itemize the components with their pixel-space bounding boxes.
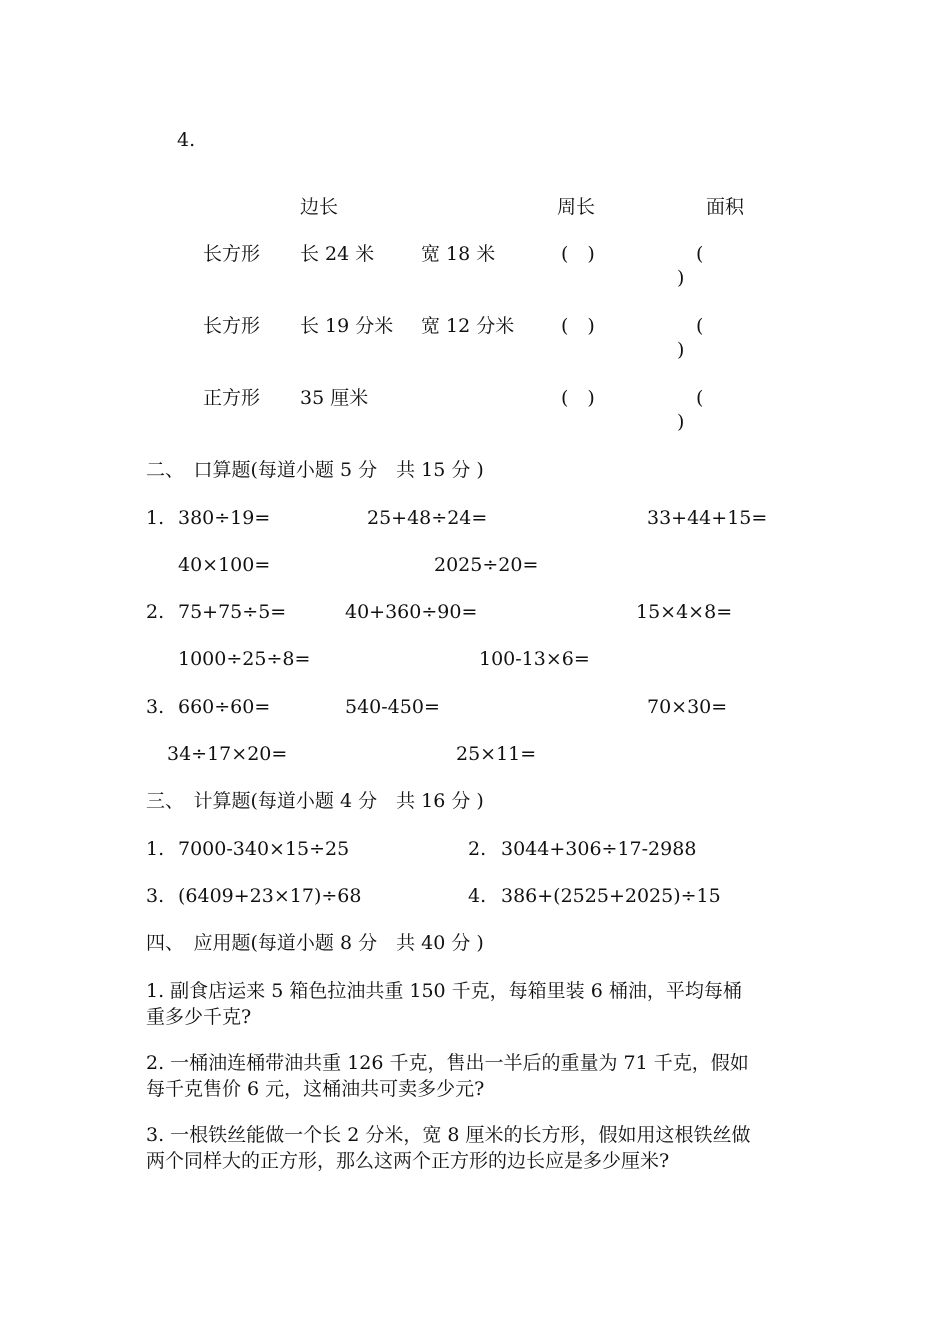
row-side: 35 厘米 [300, 387, 369, 409]
row-shape: 长方形 [203, 315, 261, 337]
area-blank-close: ) [677, 411, 685, 433]
perimeter-blank: ( ) [561, 387, 595, 409]
item-number: 3. [146, 696, 165, 718]
row-shape: 长方形 [203, 243, 261, 265]
expression: 33+44+15= [647, 507, 768, 529]
section-title-word-problems: 四、 应用题(每道小题 8 分 共 40 分 ) [146, 932, 484, 954]
expression: 7000-340×15÷25 [178, 838, 350, 860]
expression: 380÷19= [178, 507, 271, 529]
row-length: 长 19 分米 [300, 315, 394, 337]
header-area: 面积 [706, 196, 745, 218]
item-number: 2. [146, 601, 165, 623]
header-perimeter: 周长 [557, 196, 596, 218]
expression: 40+360÷90= [345, 601, 478, 623]
word-problem: 1. 副食店运来 5 箱色拉油共重 150 千克，每箱里装 6 桶油，平均每桶重多少千克? [146, 980, 742, 1028]
row-width: 宽 12 分米 [421, 315, 515, 337]
row-length: 长 24 米 [300, 243, 375, 265]
expression: 25+48÷24= [367, 507, 488, 529]
item-number: 1. [146, 507, 165, 529]
expression: 2025÷20= [434, 554, 539, 576]
area-blank-open: ( [696, 387, 704, 409]
section-title-calculation: 三、 计算题(每道小题 4 分 共 16 分 ) [146, 790, 484, 812]
expression: 70×30= [647, 696, 728, 718]
area-blank-open: ( [696, 315, 704, 337]
question-number: 4. [177, 129, 196, 151]
expression: 75+75÷5= [178, 601, 287, 623]
expression: 15×4×8= [636, 601, 733, 623]
row-shape: 正方形 [203, 387, 261, 409]
header-side-length: 边长 [300, 196, 339, 218]
area-blank-open: ( [696, 243, 704, 265]
expression: (6409+23×17)÷68 [178, 885, 362, 907]
expression: 1000÷25÷8= [178, 648, 311, 670]
section-title-mental-math: 二、 口算题(每道小题 5 分 共 15 分 ) [146, 459, 484, 481]
expression: 540-450= [345, 696, 440, 718]
word-problem: 2. 一桶油连桶带油共重 126 千克，售出一半后的重量为 71 千克，假如每千克售价 6 元，这桶油共可卖多少元? [146, 1052, 749, 1100]
area-blank-close: ) [677, 339, 685, 361]
item-number: 3. [146, 885, 165, 907]
expression: 660÷60= [178, 696, 271, 718]
perimeter-blank: ( ) [561, 243, 595, 265]
expression: 34÷17×20= [167, 743, 288, 765]
row-width: 宽 18 米 [421, 243, 496, 265]
item-number: 4. [468, 885, 487, 907]
expression: 3044+306÷17-2988 [501, 838, 697, 860]
expression: 25×11= [456, 743, 537, 765]
item-number: 1. [146, 838, 165, 860]
item-number: 2. [468, 838, 487, 860]
area-blank-close: ) [677, 267, 685, 289]
perimeter-blank: ( ) [561, 315, 595, 337]
expression: 386+(2525+2025)÷15 [501, 885, 721, 907]
expression: 40×100= [178, 554, 271, 576]
expression: 100-13×6= [479, 648, 590, 670]
word-problem: 3. 一根铁丝能做一个长 2 分米，宽 8 厘米的长方形，假如用这根铁丝做两个同样大的正方形，那么这两个正方形的边长应是多少厘米? [146, 1124, 751, 1172]
